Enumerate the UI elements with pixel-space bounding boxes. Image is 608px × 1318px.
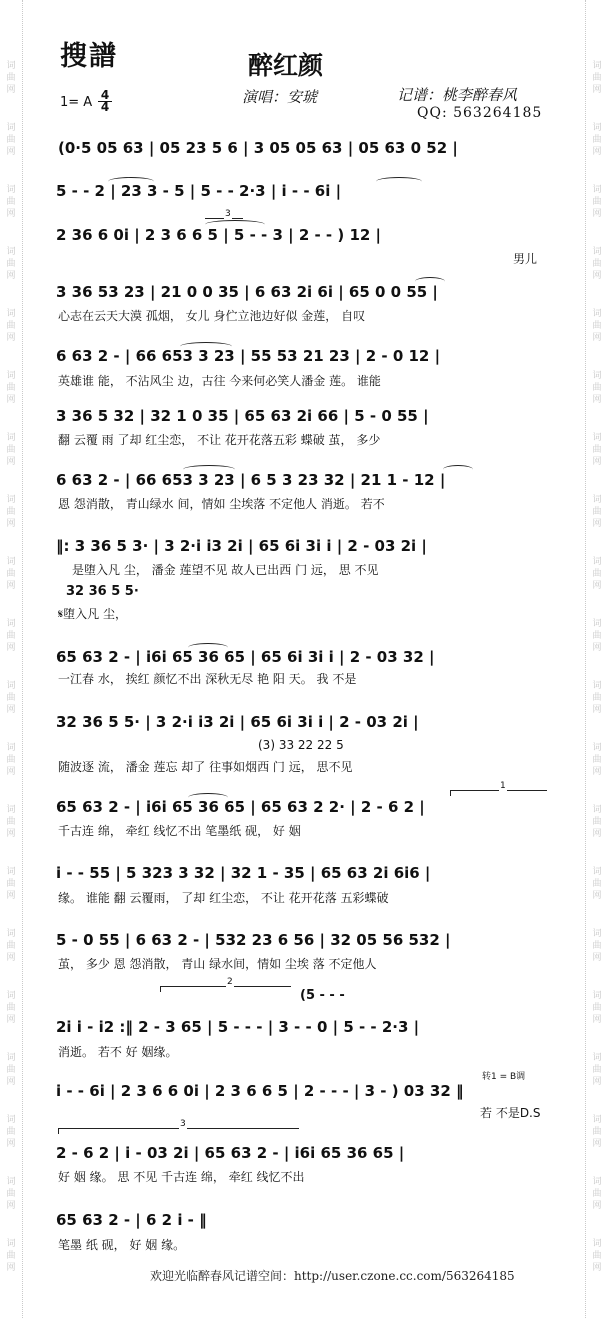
lyrics-row-5: 英雄谁 能， 不沾风尘 边，古往 今来何必笑人潘金 莲。 谁能	[58, 374, 381, 388]
lyrics-row-7: 恩 怨消散， 青山绿水 间，情如 尘埃落 不定他人 消逝。 若不	[58, 497, 385, 511]
notes-row-4: 3 36 53 23 | 21 0 0 35 | 6 63 2i 6i | 65 0 0 55 |	[56, 283, 438, 301]
watermark-text: 词曲网	[6, 185, 16, 219]
notes-row-16: 2 - 6 2 | i - 03 2i | 65 63 2 - | i6i 65 36 65 |	[56, 1144, 405, 1162]
lyrics-row-11: 千古连 绵， 牵红 线忆不出 笔墨纸 砚， 好 姻	[58, 824, 301, 838]
notes-row-12: i - - 55 | 5 323 3 32 | 32 1 - 35 | 65 63 2i 6i6 |	[56, 864, 431, 882]
lyrics-row-10: 随波逐 流， 潘金 莲忘 却了 往事如烟西 门 远， 思不见	[58, 760, 353, 774]
segno-notes: 32 36 5 5·	[66, 584, 139, 599]
watermark-text: 词曲网	[592, 1053, 602, 1087]
slur	[205, 220, 265, 229]
watermark-text: 词曲网	[592, 929, 602, 963]
lyrics-row-9: 一江春 水， 挨红 颜忆不出 深秋无尽 艳 阳 天。 我 不是	[58, 672, 357, 686]
notes-row-7: 6 63 2 - | 66 653 3 23 | 6 5 3 23 32 | 21 1 - 12 |	[56, 471, 446, 489]
watermark-text: 词曲网	[592, 867, 602, 901]
notes-row-14: 2i i - i2 :‖ 2 - 3 65 | 5 - - - | 3 - - 0 | 5 - - 2·3 |	[56, 1018, 420, 1036]
watermark-text: 词曲网	[6, 123, 16, 157]
watermark-text: 词曲网	[592, 805, 602, 839]
watermark-text: 词曲网	[6, 495, 16, 529]
watermark-text: 词曲网	[6, 867, 16, 901]
volta-bracket-2	[160, 977, 291, 992]
lyrics-row-16: 好 姻 缘。 思 不见 千古连 绵， 牵红 线忆不出	[58, 1170, 305, 1184]
segno-lyrics: 𝄋堕入凡 尘，	[58, 607, 127, 621]
notes-row-11: 65 63 2 - | i6i 65 36 65 | 65 63 2 2· | 2 - 6 2 |	[56, 798, 425, 816]
volta-number-2: 2	[227, 977, 233, 987]
site-logo-text: 搜譜	[60, 41, 118, 72]
watermark-text: 词曲网	[6, 1053, 16, 1087]
lyrics-row-6: 翻 云覆 雨 了却 红尘恋， 不让 花开花落五彩 蝶破 茧， 多少	[58, 433, 381, 447]
watermark-text: 词曲网	[592, 743, 602, 777]
right-watermark-column	[585, 0, 608, 1318]
time-signature-bottom: 4	[98, 101, 112, 113]
watermark-text: 词曲网	[6, 743, 16, 777]
watermark-text: 词曲网	[6, 61, 16, 95]
notes-row-2: 5 - - 2 | 23 3 - 5 | 5 - - 2·3 | i - - 6i |	[56, 182, 342, 200]
slur	[108, 177, 154, 186]
watermark-text: 词曲网	[592, 991, 602, 1025]
watermark-text: 词曲网	[6, 433, 16, 467]
watermark-text: 词曲网	[6, 619, 16, 653]
third-ending-notes: (3) 33 22 22 5	[258, 738, 344, 752]
notes-row-1: (0·5 05 63 | 05 23 5 6 | 3 05 05 63 | 05 63 0 52 |	[58, 139, 458, 157]
transcriber-credit: 记谱：桃李醉春风	[397, 86, 518, 104]
singer-credit: 演唱：安琥	[242, 88, 318, 106]
notes-row-8: ‖: 3 36 5 3· | 3 2·i i3 2i | 65 6i 3i i | 2 - 03 2i |	[56, 537, 427, 555]
watermark-text: 词曲网	[6, 1115, 16, 1149]
notes-row-3: 2 36 6 0i | 2 3 6 6 5 | 5 - - 3 | 2 - - ) 12 |	[56, 226, 382, 244]
notes-row-13: 5 - 0 55 | 6 63 2 - | 532 23 6 56 | 32 05 56 532 |	[56, 931, 451, 949]
volta-number-3: 3	[180, 1119, 186, 1129]
slur	[183, 465, 235, 474]
volta-bracket-1	[450, 781, 547, 796]
left-watermark-column	[0, 0, 23, 1318]
watermark-text: 词曲网	[592, 1115, 602, 1149]
notes-row-17: 65 63 2 - | 6 2 i - ‖	[56, 1211, 207, 1229]
watermark-text: 词曲网	[6, 681, 16, 715]
watermark-text: 词曲网	[6, 929, 16, 963]
notes-row-10: 32 36 5 5· | 3 2·i i3 2i | 65 6i 3i i | 2 - 03 2i |	[56, 713, 419, 731]
watermark-text: 词曲网	[6, 1177, 16, 1211]
watermark-text: 词曲网	[6, 805, 16, 839]
watermark-text: 词曲网	[592, 619, 602, 653]
footer-link[interactable]: 欢迎光临醉春风记谱空间：http://user.czone.cc.com/563264185	[150, 1269, 515, 1283]
watermark-text: 词曲网	[592, 247, 602, 281]
watermark-text: 词曲网	[592, 1177, 602, 1211]
volta-number-1: 1	[500, 781, 506, 791]
watermark-text: 词曲网	[592, 123, 602, 157]
notes-row-6: 3 36 5 32 | 32 1 0 35 | 65 63 2i 66 | 5 - 0 55 |	[56, 407, 429, 425]
notes-row-9: 65 63 2 - | i6i 65 36 65 | 65 6i 3i i | 2 - 03 32 |	[56, 648, 435, 666]
triplet-number: 3	[225, 209, 231, 219]
notes-row-15: i - - 6i | 2 3 6 6 0i | 2 3 6 6 5 | 2 - - - | 3 - ) 03 32 ‖	[56, 1082, 464, 1100]
lyrics-row-1	[58, 160, 548, 176]
slur	[443, 465, 473, 474]
notes-row-5: 6 63 2 - | 66 653 3 23 | 55 53 21 23 | 2 - 0 12 |	[56, 347, 441, 365]
site-logo[interactable]	[60, 34, 118, 73]
watermark-text: 词曲网	[6, 371, 16, 405]
qq-number: QQ: 563264185	[417, 105, 543, 121]
watermark-text: 词曲网	[592, 309, 602, 343]
watermark-text: 词曲网	[592, 371, 602, 405]
lyrics-row-17: 笔墨 纸 砚， 好 姻 缘。	[58, 1238, 186, 1252]
slur	[188, 643, 228, 652]
volta-bracket-3	[58, 1119, 299, 1134]
watermark-text: 词曲网	[592, 681, 602, 715]
slur	[376, 177, 422, 186]
key-signature: 1= A	[60, 95, 93, 110]
lyrics-row-8: 是堕入凡 尘， 潘金 莲望不见 故人已出西 门 远， 思 不见	[72, 563, 379, 577]
slur	[180, 342, 232, 351]
time-signature	[98, 90, 112, 113]
lyrics-row-13: 茧， 多少 恩 怨消散， 青山 绿水间，情如 尘埃 落 不定他人	[58, 957, 377, 971]
lyrics-row-12: 缘。 谁能 翻 云覆雨， 了却 红尘恋， 不让 花开花落 五彩蝶破	[58, 891, 389, 905]
watermark-text: 词曲网	[592, 61, 602, 95]
triplet-bracket	[205, 209, 243, 219]
watermark-text: 词曲网	[592, 433, 602, 467]
watermark-text: 词曲网	[592, 185, 602, 219]
watermark-text: 词曲网	[6, 991, 16, 1025]
slur	[188, 793, 228, 802]
watermark-text: 词曲网	[592, 557, 602, 591]
watermark-text: 词曲网	[6, 247, 16, 281]
watermark-text: 词曲网	[592, 1239, 602, 1273]
song-title: 醉红颜	[248, 51, 324, 80]
lyrics-row-14: 消逝。 若不 好 姻缘。	[58, 1045, 178, 1059]
watermark-text: 词曲网	[6, 1239, 16, 1273]
slur	[415, 277, 445, 286]
coda-prefix: (5 - - -	[300, 988, 345, 1003]
key-change-marking: 转1 = B调	[482, 1072, 526, 1082]
watermark-text: 词曲网	[592, 495, 602, 529]
watermark-text: 词曲网	[6, 557, 16, 591]
lyrics-row-3: 男儿	[513, 252, 538, 266]
lyrics-row-4: 心志在云天大漠 孤烟， 女儿 身伫立池边好似 金莲， 自叹	[58, 309, 366, 323]
lyrics-row-15: 若 不是D.S	[480, 1106, 541, 1120]
lyrics-row-2	[58, 203, 548, 219]
watermark-text: 词曲网	[6, 309, 16, 343]
time-signature-top: 4	[100, 88, 110, 102]
